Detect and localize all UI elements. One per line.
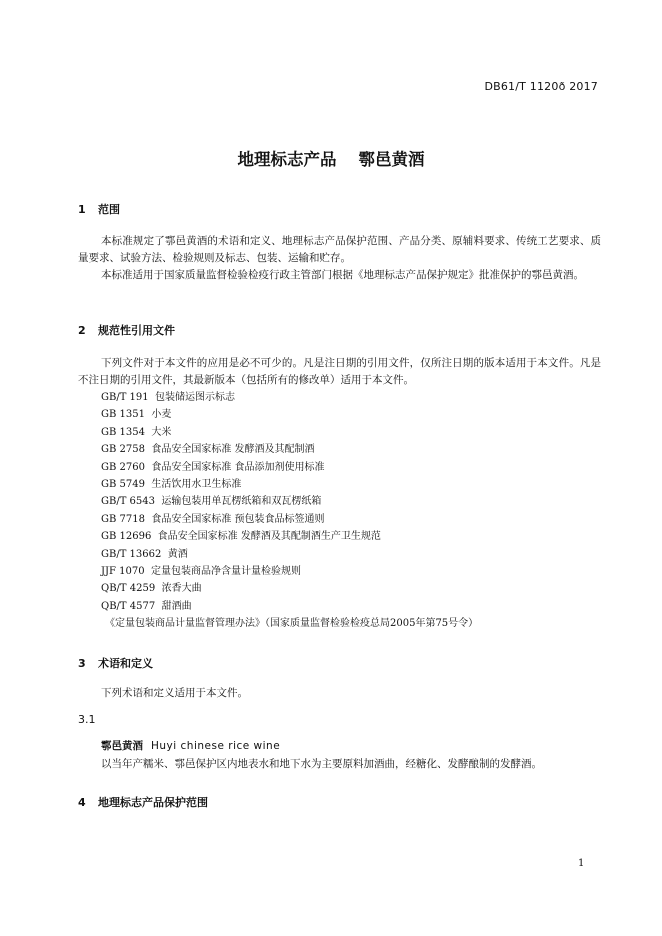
- document-code: DB61/T 1120ð 2017: [484, 80, 598, 93]
- term-english: Huyi chinese rice wine: [151, 740, 281, 752]
- section-number: 2: [78, 324, 86, 337]
- section-heading-scope: [78, 201, 120, 217]
- section-title: 范围: [98, 203, 120, 216]
- reference-item: GB 2758 食品安全国家标准 发酵酒及其配制酒: [101, 444, 315, 456]
- reference-item: GB 2760 食品安全国家标准 食品添加剂使用标准: [101, 461, 325, 473]
- reference-item: QB/T 4259 浓香大曲: [101, 583, 202, 595]
- reference-item: JJF 1070 定量包装商品净含量计量检验规则: [101, 565, 301, 577]
- reference-item: QB/T 4577 甜酒曲: [101, 600, 192, 612]
- scope-paragraph-2: 本标准适用于国家质量监督检验检疫行政主管部门根据《地理标志产品保护规定》批准保护的鄠邑黄酒。: [101, 269, 584, 281]
- reference-item: GB 1354 大米: [101, 426, 172, 438]
- title-part1: 地理标志产品: [237, 150, 337, 169]
- section-heading-normative-references: [78, 322, 175, 338]
- term-chinese: 鄠邑黄酒: [101, 740, 143, 752]
- reference-list: [101, 389, 478, 632]
- references-intro: 下列文件对于本文件的应用是必不可少的。凡是注日期的引用文件，仅所注日期的版本适用于本文件。凡是不注日期的引用文件，其最新版本（包括所有的修改单）适用于本文件。: [78, 357, 601, 386]
- section-title: 地理标志产品保护范围: [98, 796, 208, 809]
- document-title: [0, 146, 662, 170]
- term-number: 3.1: [78, 713, 96, 726]
- title-part2: 鄠邑黄酒: [358, 150, 425, 169]
- reference-item: GB 1351 小麦: [101, 409, 172, 421]
- reference-item-regulation: 《定量包装商品计量监督管理办法》（国家质量监督检验检疫总局2005年第75号令）: [105, 618, 479, 630]
- reference-item: GB/T 6543 运输包装用单瓦楞纸箱和双瓦楞纸箱: [101, 496, 322, 508]
- section-heading-terms: [78, 655, 153, 671]
- reference-item: GB/T 13662 黄酒: [101, 548, 188, 560]
- scope-paragraph-1: 本标准规定了鄠邑黄酒的术语和定义、地理标志产品保护范围、产品分类、原辅料要求、传统工艺要求、质量要求、试验方法、检验规则及标志、包装、运输和贮存。: [78, 235, 601, 264]
- term-entry: [101, 738, 280, 753]
- section-number: 1: [78, 203, 86, 216]
- reference-item: GB 5749 生活饮用水卫生标准: [101, 478, 242, 490]
- reference-item: GB/T 191 包装储运图示标志: [101, 392, 235, 403]
- reference-item: GB 7718 食品安全国家标准 预包装食品标签通则: [101, 513, 325, 525]
- reference-item: GB 12696 食品安全国家标准 发酵酒及其配制酒生产卫生规范: [101, 531, 381, 543]
- section-heading-protection-scope: [78, 794, 208, 810]
- terms-intro: 下列术语和定义适用于本文件。: [101, 687, 248, 699]
- section-title: 术语和定义: [98, 657, 153, 670]
- section-title: 规范性引用文件: [98, 324, 175, 337]
- section-number: 4: [78, 796, 86, 809]
- section-number: 3: [78, 657, 86, 670]
- page-number: 1: [578, 858, 585, 869]
- term-definition: 以当年产糯米、鄠邑保护区内地表水和地下水为主要原料加酒曲，经糖化、发酵酿制的发酵酒。: [101, 758, 542, 770]
